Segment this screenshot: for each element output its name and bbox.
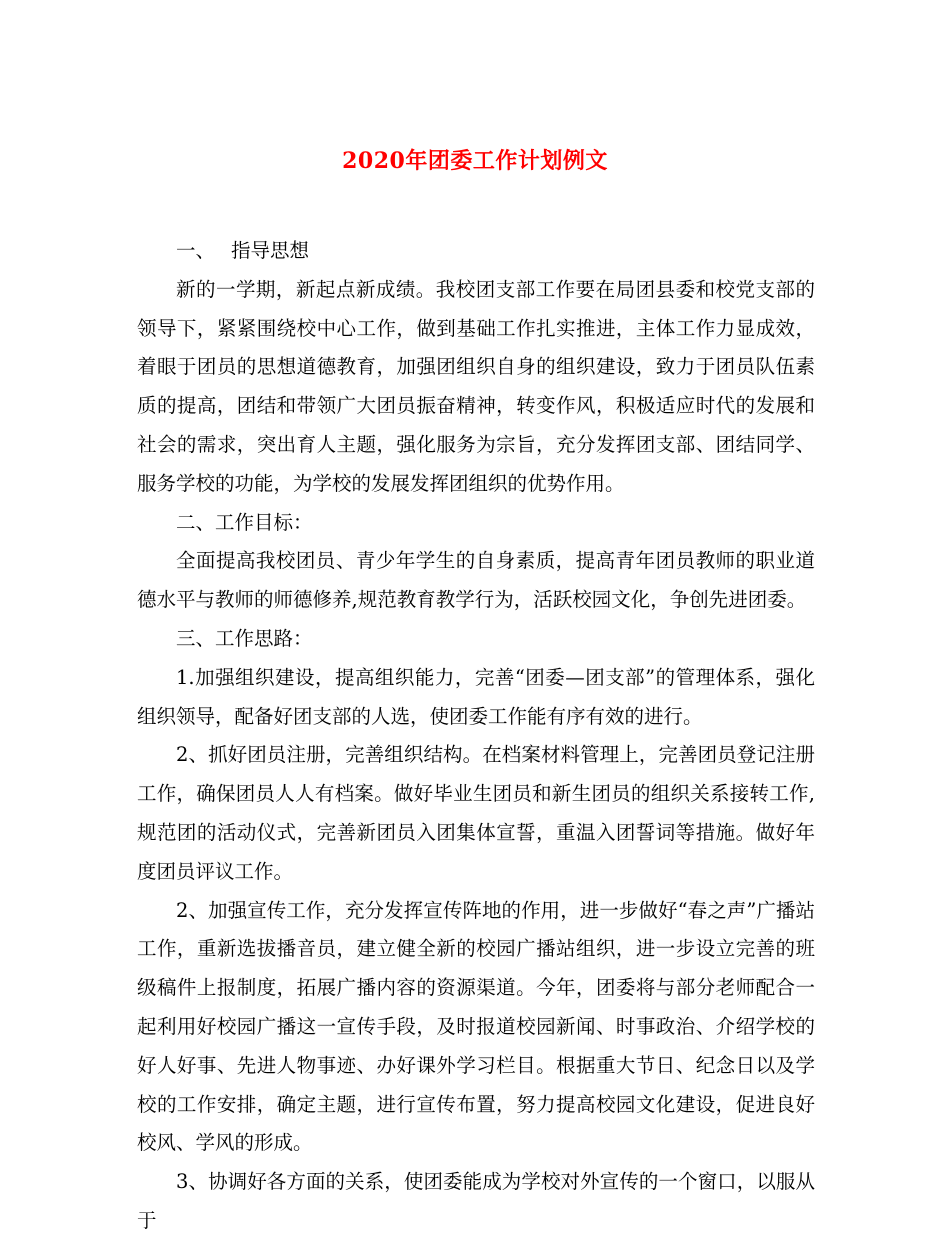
paragraph-guiding-ideology: 新的一学期，新起点新成绩。我校团支部工作要在局团县委和校党支部的领导下，紧紧围绕校中心工作，做到基础工作扎实推进，主体工作力显成效，着眼于团员的思想道德教育，加强团组织自身的组织建设，致力于团员队伍素质的提高，团结和带领广大团员振奋精神，转变作风，积极适应时代的发展和社会的需求，突出育人主题，强化服务为宗旨，充分发挥团支部、团结同学、服务学校的功能，为学校的发展发挥团组织的优势作用。: [137, 277, 815, 495]
section-heading-work-goals: 二、工作目标：: [176, 510, 313, 534]
section-heading-text: 指导思想: [231, 239, 310, 262]
paragraph-approach-item-4: 3、协调好各方面的关系，使团委能成为学校对外宣传的一个窗口，以服从于: [137, 1170, 815, 1232]
paragraph-approach-item-1: 1.加强组织建设，提高组织能力，完善“团委—团支部”的管理体系，强化组织领导，配备好团支部的人选，使团委工作能有序有效的进行。: [137, 665, 815, 728]
paragraph-approach-item-3: 2、加强宣传工作，充分发挥宣传阵地的作用，进一步做好“春之声”广播站工作，重新选拔播音员，建立健全新的校园广播站组织，进一步设立完善的班级稿件上报制度，拓展广播内容的资源渠道。今年，团委将与部分老师配合一起利用好校园广播这一宣传手段，及时报道校园新闻、时事政治、介绍学校的好人好事、先进人物事迹、办好课外学习栏目。根据重大节日、纪念日以及学校的工作安排，确定主题，进行宣传布置，努力提高校园文化建设，促进良好校风、学风的形成。: [137, 898, 815, 1155]
paragraph-work-goals: 全面提高我校团员、青少年学生的自身素质，提高青年团员教师的职业道德水平与教师的师德修养,规范教育教学行为，活跃校园文化，争创先进团委。: [137, 549, 815, 612]
section-heading-work-approach: 三、工作思路：: [176, 626, 313, 650]
document-body: [137, 232, 815, 1241]
paragraph-approach-item-2: 2、抓好团员注册，完善组织结构。在档案材料管理上，完善团员登记注册工作，确保团员人人有档案。做好毕业生团员和新生团员的组织关系接转工作,规范团的活动仪式，完善新团员入团集体宣誓，重温入团誓词等措施。做好年度团员评议工作。: [137, 743, 815, 883]
section-number: 一、: [176, 239, 216, 262]
document-title: 2020年团委工作计划例文: [342, 148, 608, 174]
section-heading-guiding-ideology: [137, 232, 815, 271]
